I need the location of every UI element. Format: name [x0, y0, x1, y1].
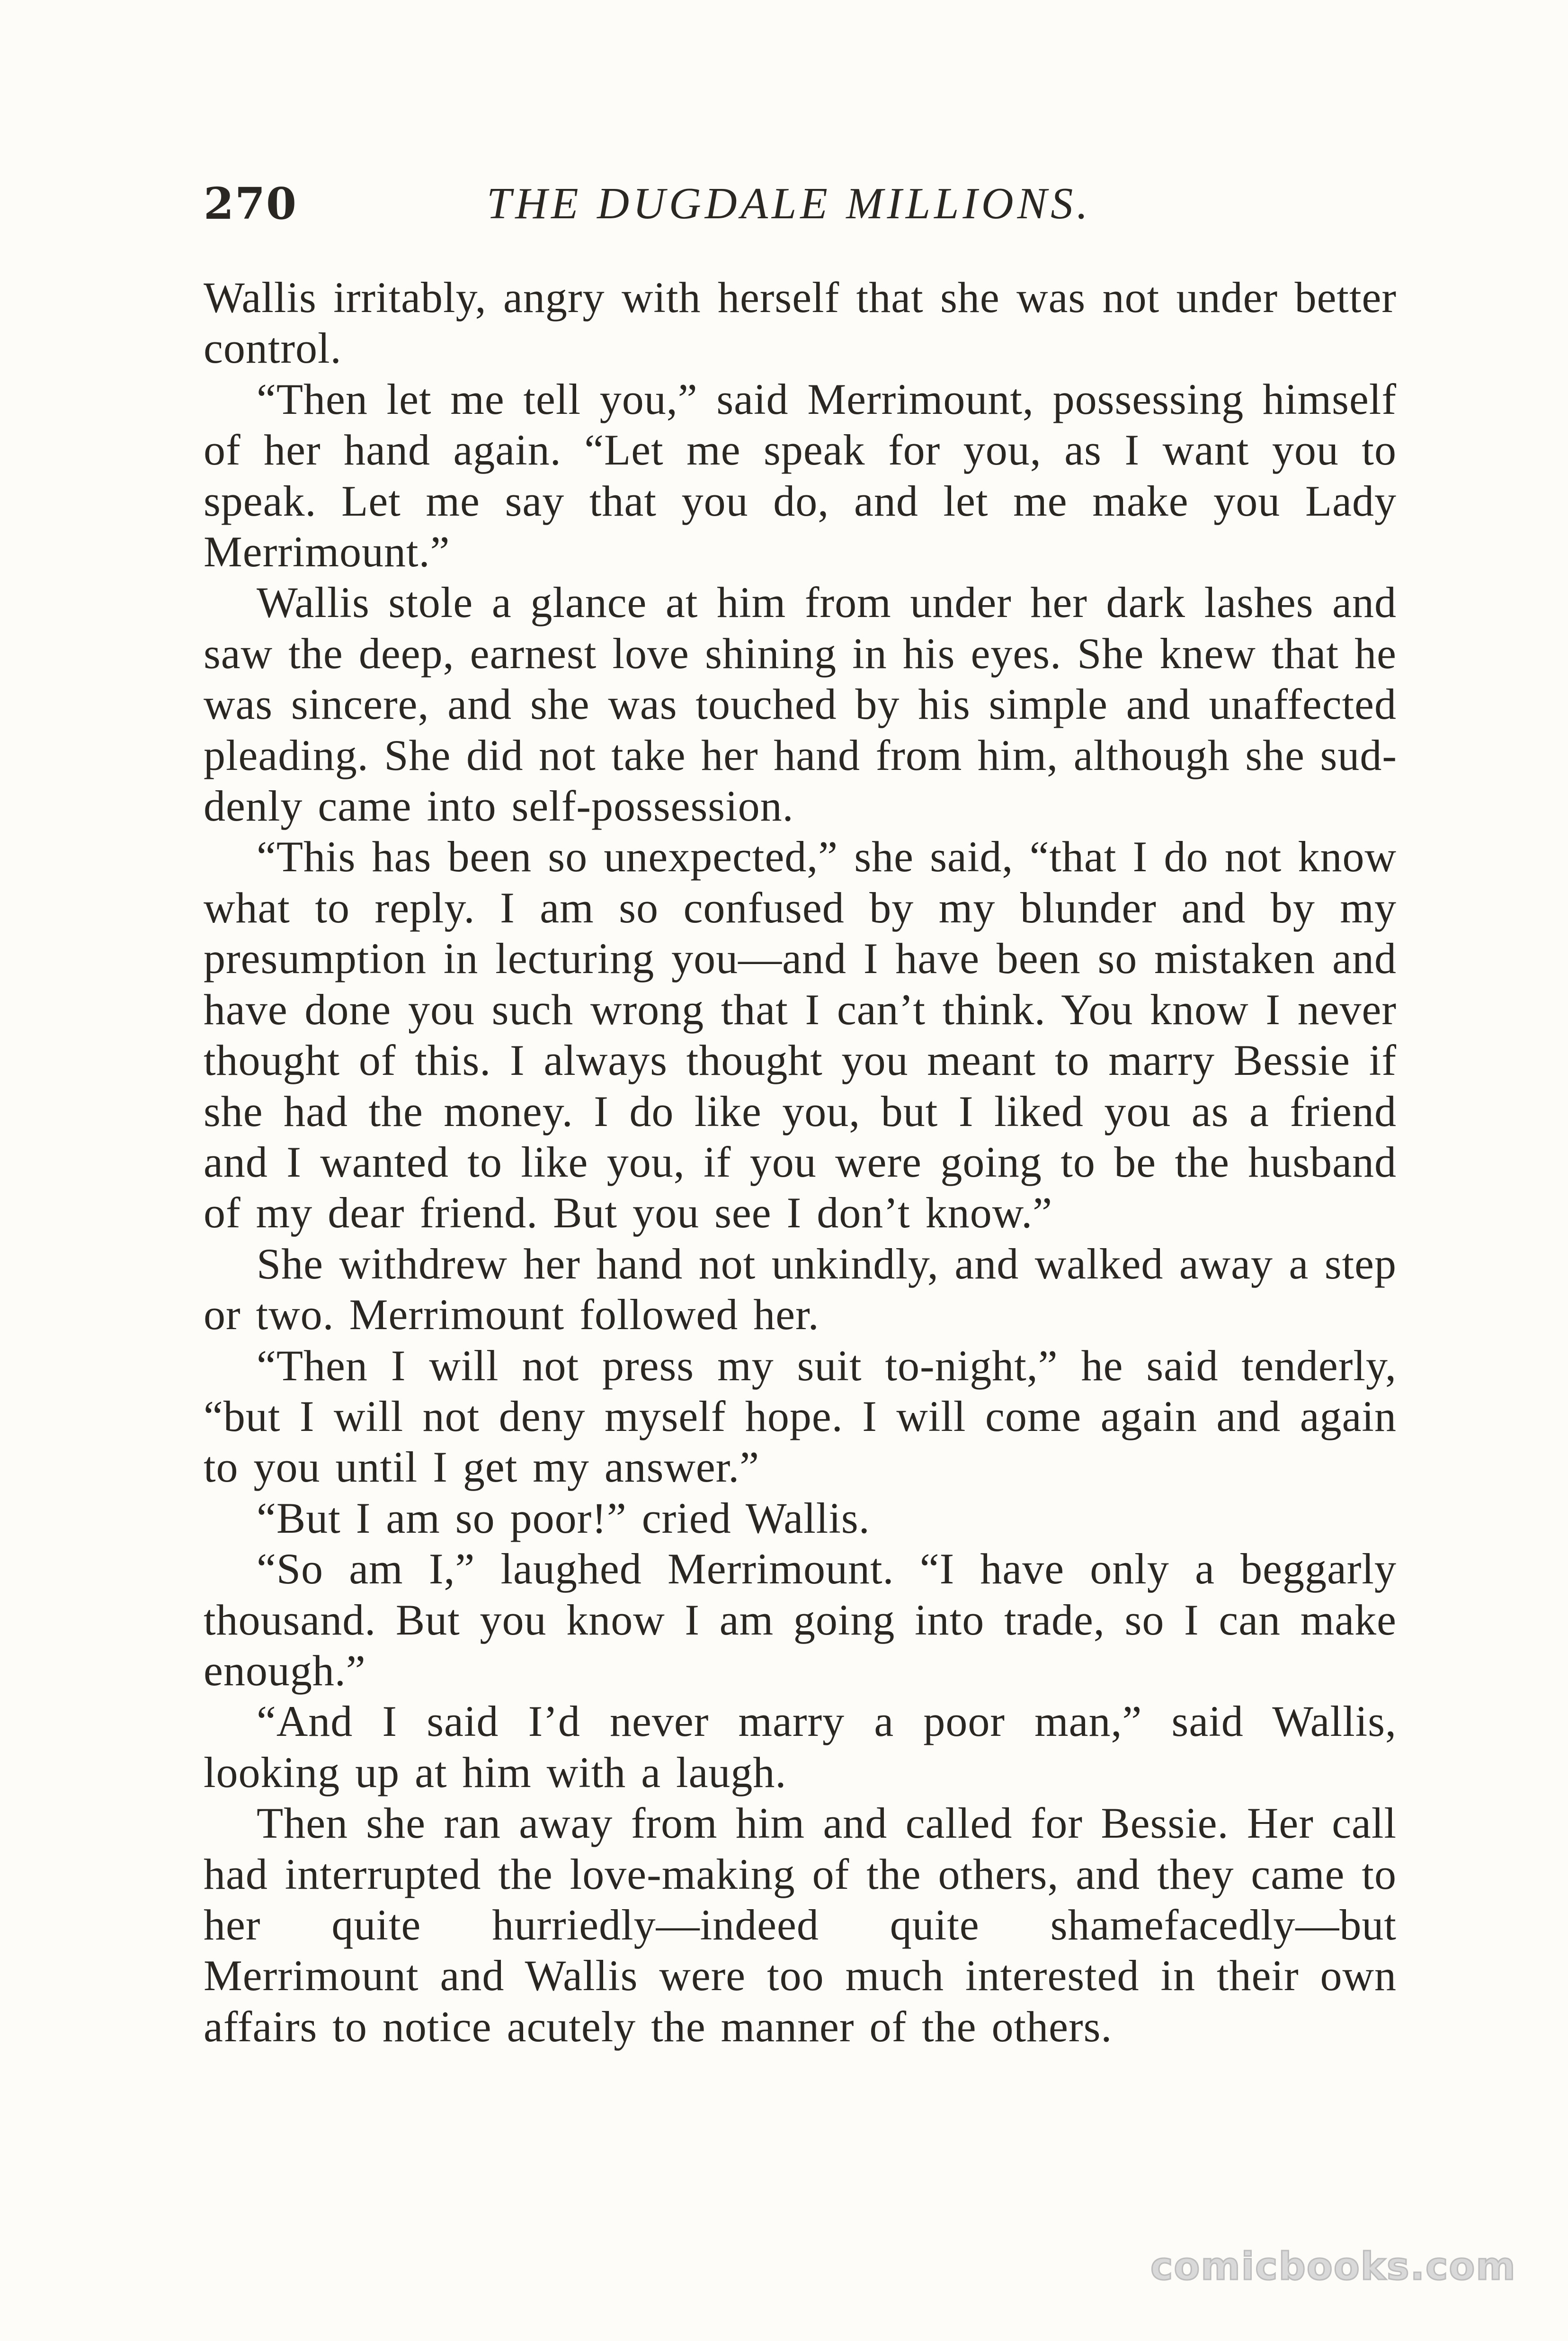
paragraph: “So am I,” laughed Merrimount. “I have only a beggarly thousand. But you know I am going into trade, so I can make enough.” [204, 1545, 1397, 1695]
paragraph: “But I am so poor!” cried Wallis. [257, 1493, 870, 1542]
paragraph: She withdrew her hand not unkindly, and walked away a step or two. Merrimount followed her. [204, 1239, 1397, 1339]
watermark: comicbooks.com [1150, 2244, 1516, 2288]
page-number: 270 [204, 178, 298, 229]
paragraph: “And I said I’d never marry a poor man,” said Wallis, looking up at him with a laugh. [204, 1697, 1397, 1796]
running-head [204, 173, 1397, 234]
paragraph: Wallis stole a glance at him from under her dark lashes and saw the deep, earnest love shining in his eyes. She knew that he was sincere, and she was touched by his simple and unaffected pleading. She did not take her hand from him, although she suddenly came into self-possession. [204, 578, 1397, 831]
paragraph: Then she ran away from him and called for Bessie. Her call had interrupted the love-making of the others, and they came to her quite hurriedly—indeed quite shamefacedly—but Merrimount and Wallis were too much interested in their own affairs to notice acutely the manner of the others. [204, 1799, 1397, 2051]
body-text [204, 272, 1397, 2052]
paragraph: “Then let me tell you,” said Merrimount, possessing himself of her hand again. “Let me speak for you, as I want you to speak. Let me say that you do, and let me make you Lady Merrimount.” [204, 375, 1397, 576]
paragraph: “Then I will not press my suit to-night,” he said tenderly, “but I will not deny myself hope. I will come again and again to you until I get my answer.” [204, 1341, 1397, 1492]
running-title: THE DUGDALE MILLIONS. [487, 179, 1092, 228]
paragraph-continued: Wallis irritably, angry with herself that she was not under better control. [204, 273, 1397, 373]
paragraph: “This has been so unexpected,” she said, “that I do not know what to reply. I am so confused by my blunder and by my presumption in lecturing you—and I have been so mistaken and have done you such wrong that I can’t think. You know I never thought of this. I always thought you meant to marry Bessie if she had the money. I do like you, but I liked you as a friend and I wanted to like you, if you were going to be the husband of my dear friend. But you see I don’t know.” [204, 832, 1397, 1237]
